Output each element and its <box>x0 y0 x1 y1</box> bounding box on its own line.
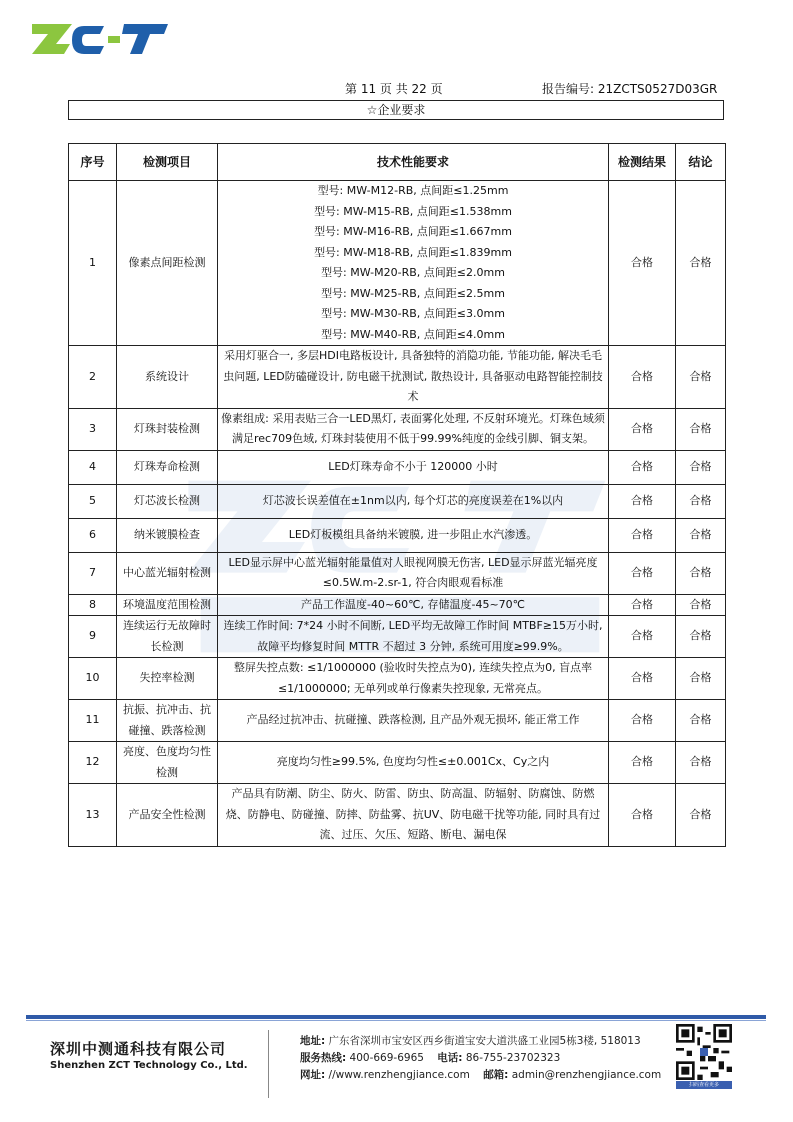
row-conclusion: 合格 <box>676 742 726 784</box>
row-item: 系统设计 <box>117 346 218 409</box>
row-conclusion: 合格 <box>676 616 726 658</box>
header-item: 检测项目 <box>117 144 218 181</box>
row-result: 合格 <box>609 518 676 552</box>
row-no: 6 <box>69 518 117 552</box>
row-result: 合格 <box>609 616 676 658</box>
row-requirement: 整屏失控点数: ≤1/1000000 (验收时失控点为0), 连续失控点为0, 盲点率≤1/1000000; 无单列或单行像素失控现象, 无常亮点。 <box>218 658 609 700</box>
company-name-cn: 深圳中测通科技有限公司 <box>50 1040 227 1058</box>
row-result: 合格 <box>609 742 676 784</box>
company-name-en: Shenzhen ZCT Technology Co., Ltd. <box>50 1060 248 1071</box>
row-item: 连续运行无故障时长检测 <box>117 616 218 658</box>
row-requirement: LED灯板模组具备纳米镀膜, 进一步阻止水汽渗透。 <box>218 518 609 552</box>
row-result: 合格 <box>609 552 676 594</box>
footer-divider <box>26 1015 766 1019</box>
requirements-table <box>68 143 726 847</box>
report-number: 报告编号: 21ZCTS0527D03GR <box>542 82 718 96</box>
row-result: 合格 <box>609 700 676 742</box>
row-conclusion: 合格 <box>676 450 726 484</box>
address-line <box>300 1033 641 1048</box>
web-link[interactable]: //www.renzhengjiance.com <box>328 1069 470 1081</box>
row-requirement: LED灯珠寿命不小于 120000 小时 <box>218 450 609 484</box>
web-line <box>300 1067 661 1082</box>
table-row <box>69 484 726 518</box>
row-conclusion: 合格 <box>676 784 726 847</box>
row-requirement: 连续工作时间: 7*24 小时不间断, LED平均无故障工作时间 MTBF≥15万小时, 故障平均修复时间 MTTR 不超过 3 分钟, 系统可用度≥99.9%。 <box>218 616 609 658</box>
web-label: 网址: <box>300 1069 326 1081</box>
table-row <box>69 616 726 658</box>
row-requirement: 采用灯驱合一, 多层HDI电路板设计, 具备独特的消隐功能, 节能功能, 解决毛毛虫问题, LED防磕碰设计, 防电磁干扰测试, 散热设计, 具备驱动电路智能控制技术 <box>218 346 609 409</box>
row-result: 合格 <box>609 408 676 450</box>
hotline-number: 400-669-6965 <box>349 1052 424 1064</box>
req-line: 型号: MW-M20-RB, 点间距≤2.0mm <box>321 266 505 279</box>
row-conclusion: 合格 <box>676 484 726 518</box>
table-row <box>69 784 726 847</box>
table-row <box>69 742 726 784</box>
row-conclusion: 合格 <box>676 552 726 594</box>
email-link[interactable]: admin@renzhengjiance.com <box>511 1069 662 1081</box>
table-row <box>69 181 726 346</box>
row-conclusion: 合格 <box>676 518 726 552</box>
row-item: 中心蓝光辐射检测 <box>117 552 218 594</box>
row-requirement: 像素组成: 采用表贴三合一LED黑灯, 表面雾化处理, 不反射环境光。灯珠色域须满足rec709色域, 灯珠封装使用不低于99.99%纯度的金线引脚、铜支架。 <box>218 408 609 450</box>
row-no: 1 <box>69 181 117 346</box>
phone-label: 电话: <box>437 1052 463 1064</box>
header-conclusion: 结论 <box>676 144 726 181</box>
table-header-row <box>69 144 726 181</box>
row-no: 9 <box>69 616 117 658</box>
row-no: 11 <box>69 700 117 742</box>
zct-logo <box>26 14 176 74</box>
table-row <box>69 658 726 700</box>
table-row <box>69 594 726 616</box>
row-no: 13 <box>69 784 117 847</box>
table-row <box>69 450 726 484</box>
address-text: 广东省深圳市宝安区西乡街道宝安大道洪盛工业园5栋3楼, 518013 <box>328 1035 641 1047</box>
table-row <box>69 552 726 594</box>
header-result: 检测结果 <box>609 144 676 181</box>
section-title: ☆企业要求 <box>68 100 724 120</box>
page-number: 第 11 页 共 22 页 <box>345 82 443 96</box>
row-requirement: 亮度均匀性≥99.5%, 色度均匀性≤±0.001Cx、Cy之内 <box>218 742 609 784</box>
row-item: 纳米镀膜检查 <box>117 518 218 552</box>
phone-number: 86-755-23702323 <box>465 1052 561 1064</box>
row-conclusion: 合格 <box>676 346 726 409</box>
row-item: 抗振、抗冲击、抗碰撞、跌落检测 <box>117 700 218 742</box>
row-result: 合格 <box>609 784 676 847</box>
row-item: 灯珠封装检测 <box>117 408 218 450</box>
row-requirement: LED显示屏中心蓝光辐射能量值对人眼视网膜无伤害, LED显示屏蓝光辐亮度≤0.5W.m-2.sr-1, 符合肉眼观看标准 <box>218 552 609 594</box>
row-no: 3 <box>69 408 117 450</box>
row-requirement: 产品工作温度-40~60℃, 存储温度-45~70℃ <box>218 594 609 616</box>
row-item: 灯芯波长检测 <box>117 484 218 518</box>
phone-line <box>300 1050 560 1065</box>
row-conclusion: 合格 <box>676 408 726 450</box>
row-requirement: 产品具有防潮、防尘、防火、防雷、防虫、防高温、防辐射、防腐蚀、防燃烧、防静电、防碰撞、防摔、防盐雾、抗UV、防电磁干扰等功能, 同时具有过流、过压、欠压、短路、断电、漏电保 <box>218 784 609 847</box>
row-result: 合格 <box>609 484 676 518</box>
row-result: 合格 <box>609 181 676 346</box>
row-item: 环境温度范围检测 <box>117 594 218 616</box>
row-item: 像素点间距检测 <box>117 181 218 346</box>
row-no: 8 <box>69 594 117 616</box>
row-no: 7 <box>69 552 117 594</box>
row-no: 12 <box>69 742 117 784</box>
row-requirement: 产品经过抗冲击、抗碰撞、跌落检测, 且产品外观无损坏, 能正常工作 <box>218 700 609 742</box>
row-no: 2 <box>69 346 117 409</box>
row-no: 4 <box>69 450 117 484</box>
row-conclusion: 合格 <box>676 594 726 616</box>
row-conclusion: 合格 <box>676 700 726 742</box>
row-conclusion: 合格 <box>676 181 726 346</box>
row-result: 合格 <box>609 450 676 484</box>
qr-caption: 扫码查看更多 <box>676 1081 732 1089</box>
row-conclusion: 合格 <box>676 658 726 700</box>
row-item: 亮度、色度均匀性检测 <box>117 742 218 784</box>
table-row <box>69 408 726 450</box>
row-item: 灯珠寿命检测 <box>117 450 218 484</box>
row-result: 合格 <box>609 346 676 409</box>
qr-code-icon <box>676 1024 732 1080</box>
row-no: 10 <box>69 658 117 700</box>
footer-vertical-divider <box>268 1030 269 1098</box>
email-label: 邮箱: <box>483 1069 509 1081</box>
row-item: 产品安全性检测 <box>117 784 218 847</box>
row-requirement <box>218 181 609 346</box>
req-line: 型号: MW-M30-RB, 点间距≤3.0mm <box>321 307 505 320</box>
footer-divider-thin <box>26 1020 766 1021</box>
req-line: 型号: MW-M25-RB, 点间距≤2.5mm <box>321 286 505 300</box>
table-row <box>69 518 726 552</box>
address-label: 地址: <box>300 1035 326 1047</box>
row-result: 合格 <box>609 658 676 700</box>
table-row <box>69 346 726 409</box>
req-line: 型号: MW-M40-RB, 点间距≤4.0mm <box>321 327 505 341</box>
header-no: 序号 <box>69 144 117 181</box>
hotline-label: 服务热线: <box>300 1052 347 1064</box>
page-header <box>0 80 793 98</box>
header-requirement: 技术性能要求 <box>218 144 609 181</box>
row-no: 5 <box>69 484 117 518</box>
row-requirement: 灯芯波长误差值在±1nm以内, 每个灯芯的亮度误差在1%以内 <box>218 484 609 518</box>
req-line: 型号: MW-M16-RB, 点间距≤1.667mm <box>314 225 512 238</box>
table-row <box>69 700 726 742</box>
req-line: 型号: MW-M15-RB, 点间距≤1.538mm <box>314 204 512 218</box>
req-line: 型号: MW-M12-RB, 点间距≤1.25mm <box>317 184 509 197</box>
row-result: 合格 <box>609 594 676 616</box>
req-line: 型号: MW-M18-RB, 点间距≤1.839mm <box>314 245 512 259</box>
row-item: 失控率检测 <box>117 658 218 700</box>
